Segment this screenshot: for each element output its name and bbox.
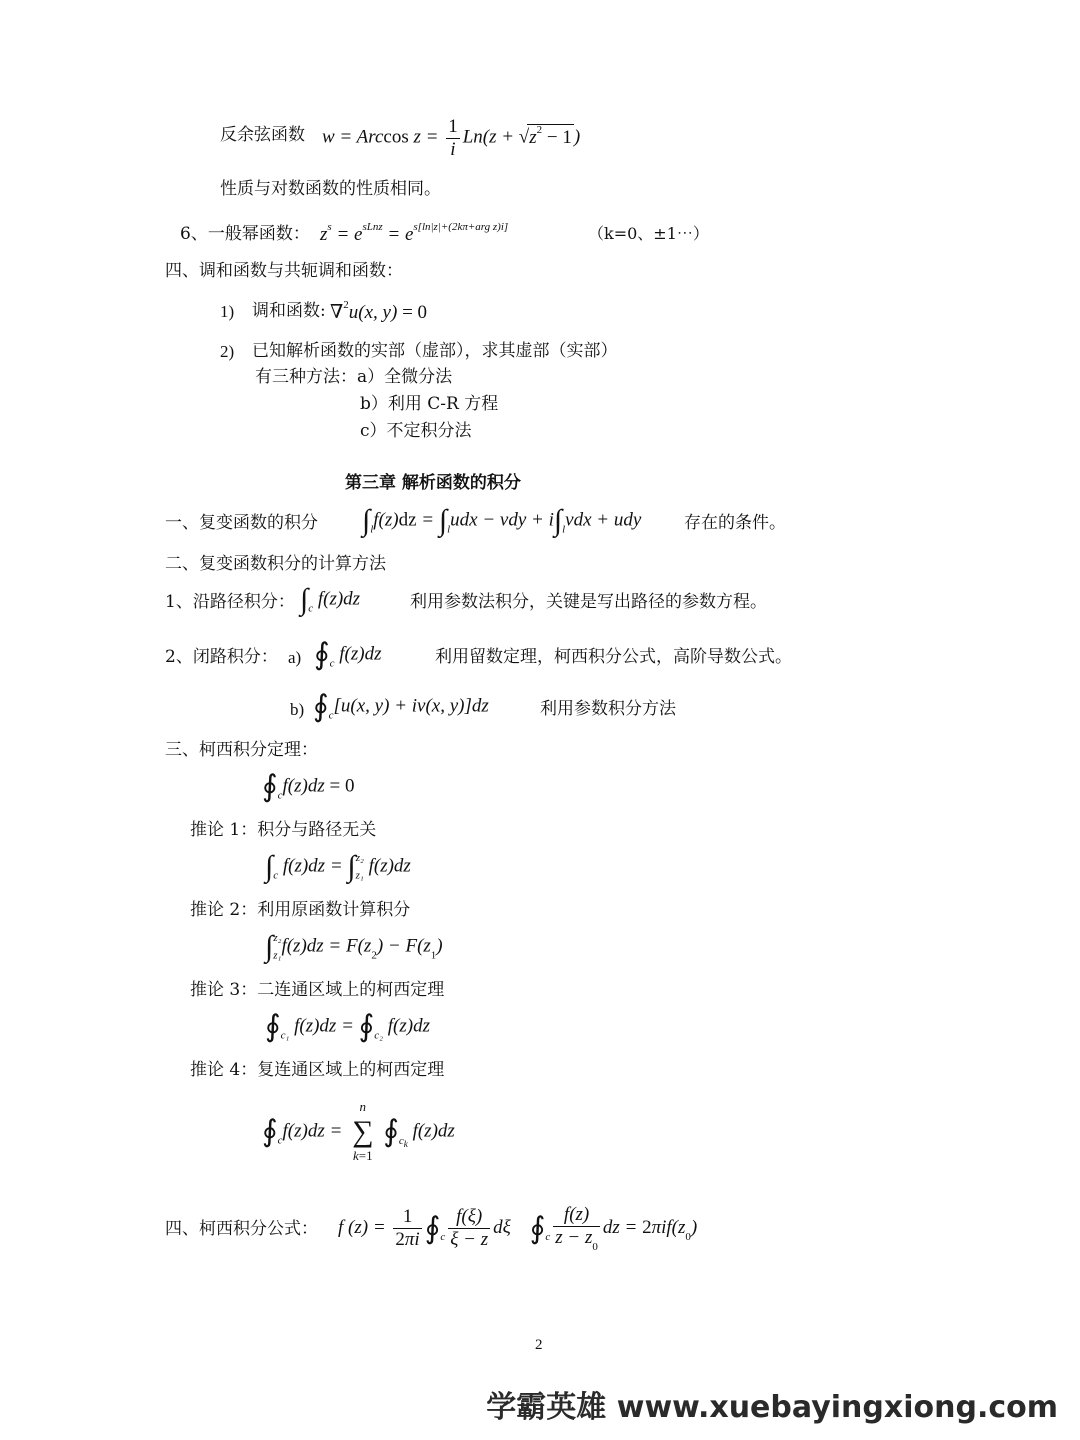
- p2-b: b): [290, 700, 305, 719]
- c2-title: 二、复变函数积分的计算方法: [165, 554, 386, 574]
- p2b-formula: $∮_c[u(x$, y) + iv(x, y)]dz: [313, 690, 489, 723]
- c4-formula: f (z) = $\frac{1}{2\pi i}$ $∮_c$ $\frac{f(\xi)}{\xi - z}$ dξ $∮_c$ $\frac{f(z)}{z - z_0}$ dz = $2\pi if(z_0)$: [338, 1204, 698, 1253]
- arccos-same: 性质与对数函数的性质相同。: [220, 179, 441, 199]
- p1-desc: 利用参数法积分，关键是写出路径的参数方程。: [410, 592, 767, 612]
- watermark: 学霸英雄 www.xuebayingxiong.com: [486, 1390, 1058, 1425]
- c1-formula: $\int_lf(z)dz = \int_ludx$ − vdy + $i\int_lvdx$ + udy: [362, 504, 642, 537]
- c1-suffix: 存在的条件。: [684, 513, 786, 533]
- c4-label: 四、柯西积分公式：: [165, 1219, 318, 1239]
- p2-desc: 利用留数定理，柯西积分公式，高阶导数公式。: [435, 647, 792, 667]
- arccos-formula: w = Arccos z = $\frac{1}{i}$ $Ln(z + √z^2 - 1$ ): [322, 116, 581, 160]
- p2-formula: $∮_c$ f(z)dz: [314, 638, 382, 671]
- item1-text: 调和函数:: [252, 301, 326, 321]
- page-number: 2: [535, 1337, 543, 1353]
- p1-formula: $\int_c$ f(z)dz: [300, 583, 361, 616]
- cor1-formula: $\int_c$ $f(z)dz = \int_{z_1}^{z_2}$ f(z)dz: [265, 850, 411, 883]
- item2-num: 2): [220, 342, 235, 361]
- cor3: 推论 3：二连通区域上的柯西定理: [190, 980, 445, 1000]
- item2-text: 已知解析函数的实部（虚部），求其虚部（实部）: [252, 341, 618, 361]
- cauchy-theorem: $∮_cf(z)dz = 0$: [262, 770, 355, 803]
- p2-a: a): [288, 648, 302, 667]
- item1-num: 1): [220, 302, 235, 321]
- p1-label: 1、沿路径积分：: [165, 592, 295, 612]
- cor4-formula: $∮_cf(z)dz$ = n ∑ k=1 $∮_{c_k}$ f(z)dz: [262, 1099, 455, 1164]
- chapter-title: 第三章 解析函数的积分: [345, 473, 521, 493]
- cor1: 推论 1：积分与路径无关: [190, 820, 377, 840]
- method-b: b）利用 C-R 方程: [360, 394, 499, 414]
- cor3-formula: $∮_{c_1}$ $f(z)dz = ∮_{c_2}$ f(z)dz: [265, 1010, 430, 1043]
- arccos-label: 反余弦函数: [220, 125, 305, 145]
- power-k: （k=0、±1⋯）: [588, 224, 709, 243]
- cor4: 推论 4：复连通区域上的柯西定理: [190, 1060, 445, 1080]
- sec4-title: 四、调和函数与共轭调和函数：: [165, 261, 403, 281]
- cor2: 推论 2：利用原函数计算积分: [190, 900, 411, 920]
- p2-label: 2、闭路积分：: [165, 647, 278, 667]
- method-c: c）不定积分法: [360, 421, 472, 441]
- power-label: 6、一般幂函数：: [180, 224, 310, 244]
- laplace-formula: ∇$^2$u(x, y) = 0: [330, 299, 428, 323]
- p2b-desc: 利用参数积分方法: [540, 699, 676, 719]
- power-formula: $z^s = e^{sLnz} = e^{s[ln|z|+(2k\pi+arg z)i]}$: [320, 221, 509, 245]
- c3-title: 三、柯西积分定理：: [165, 740, 318, 760]
- methods-intro: 有三种方法：a）全微分法: [255, 367, 453, 387]
- cor2-formula: $\int_{z_1}^{z_2}f(z)dz = F(z_2) - F(z_1)$: [265, 930, 443, 963]
- c1-label: 一、复变函数的积分: [165, 513, 318, 533]
